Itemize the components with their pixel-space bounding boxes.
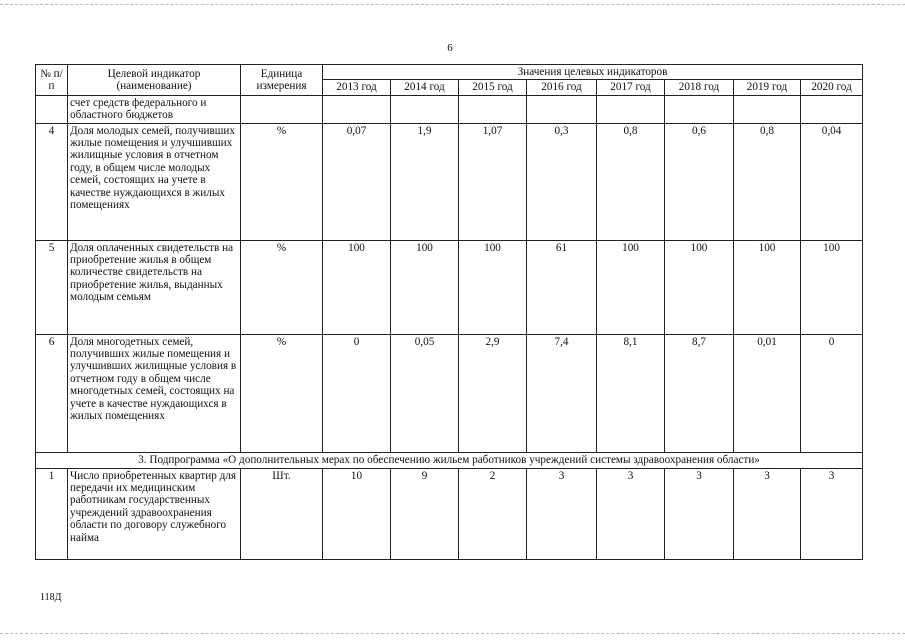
cell-num: 1 [36,468,68,559]
cell-name: Число приобретенных квартир для передачи их медицинским работникам государственных учреждений здравоохранения области по договору служебного найма [68,468,241,559]
cell-value: 100 [391,240,459,334]
cell-value: 100 [323,240,391,334]
page-number: 6 [447,42,453,54]
cell-value [734,95,801,123]
table-row-continuation [36,95,863,123]
scan-edge-bottom [0,633,905,634]
indicators-table [35,64,863,560]
header-year: 2018 год [665,80,734,95]
cell-name: счет средств федерального и областного бюджетов [68,95,241,123]
header-row-top [36,65,863,80]
cell-unit [241,95,323,123]
table-row [36,123,863,240]
header-year: 2016 год [527,80,597,95]
cell-value: 0,07 [323,123,391,240]
cell-value [459,95,527,123]
cell-value: 3 [801,468,863,559]
cell-value: 8,7 [665,334,734,452]
cell-value [801,95,863,123]
cell-value [597,95,665,123]
cell-value: 9 [391,468,459,559]
cell-value [391,95,459,123]
cell-num: 5 [36,240,68,334]
cell-value: 0 [801,334,863,452]
table-row [36,334,863,452]
cell-value: 0,01 [734,334,801,452]
cell-unit: % [241,240,323,334]
header-year: 2017 год [597,80,665,95]
cell-value: 100 [665,240,734,334]
header-year: 2019 год [734,80,801,95]
cell-value [527,95,597,123]
cell-value: 0,8 [734,123,801,240]
cell-value: 0,8 [597,123,665,240]
cell-name: Доля оплаченных свидетельств на приобретение жилья в общем количестве свидетельств на приобретение жилья, выданных молодым семьям [68,240,241,334]
cell-value: 0 [323,334,391,452]
section-title: 3. Подпрограмма «О дополнительных мерах по обеспечению жильем работников учреждений системы здравоохранения области» [36,452,863,468]
cell-value: 8,1 [597,334,665,452]
cell-value: 100 [459,240,527,334]
cell-unit: Шт. [241,468,323,559]
cell-value: 10 [323,468,391,559]
cell-value: 0,3 [527,123,597,240]
cell-unit: % [241,334,323,452]
cell-value: 100 [734,240,801,334]
cell-value: 1,07 [459,123,527,240]
cell-value: 3 [734,468,801,559]
cell-unit: % [241,123,323,240]
header-year: 2015 год [459,80,527,95]
cell-value: 0,6 [665,123,734,240]
scan-edge-top [0,4,905,5]
cell-value: 1,9 [391,123,459,240]
cell-num [36,95,68,123]
section-row [36,452,863,468]
cell-value: 100 [597,240,665,334]
cell-value: 2 [459,468,527,559]
header-unit: Единица измерения [241,65,323,96]
table-row [36,468,863,559]
cell-value: 61 [527,240,597,334]
header-year: 2020 год [801,80,863,95]
cell-num: 4 [36,123,68,240]
header-indicator: Целевой индикатор (наименование) [68,65,241,96]
header-num: № п/п [36,65,68,96]
header-year: 2013 год [323,80,391,95]
cell-value [665,95,734,123]
cell-value: 3 [527,468,597,559]
cell-value: 7,4 [527,334,597,452]
cell-name: Доля многодетных семей, получивших жилые помещения и улучшивших жилищные условия в отчетном году в общем числе многодетных семей, состоящих на учете в качестве нуждающихся в жилых помещениях [68,334,241,452]
cell-value [323,95,391,123]
table-row [36,240,863,334]
cell-value: 0,04 [801,123,863,240]
header-year: 2014 год [391,80,459,95]
cell-value: 3 [597,468,665,559]
cell-value: 0,05 [391,334,459,452]
cell-value: 100 [801,240,863,334]
cell-name: Доля молодых семей, получивших жилые помещения и улучшивших жилищные условия в отчетном году, в общем числе молодых семей, состоящих на учете в качестве нуждающихся в жилых помещениях [68,123,241,240]
cell-num: 6 [36,334,68,452]
footer-code: 118Д [40,592,62,603]
header-values-group: Значения целевых индикаторов [323,65,863,80]
cell-value: 2,9 [459,334,527,452]
cell-value: 3 [665,468,734,559]
